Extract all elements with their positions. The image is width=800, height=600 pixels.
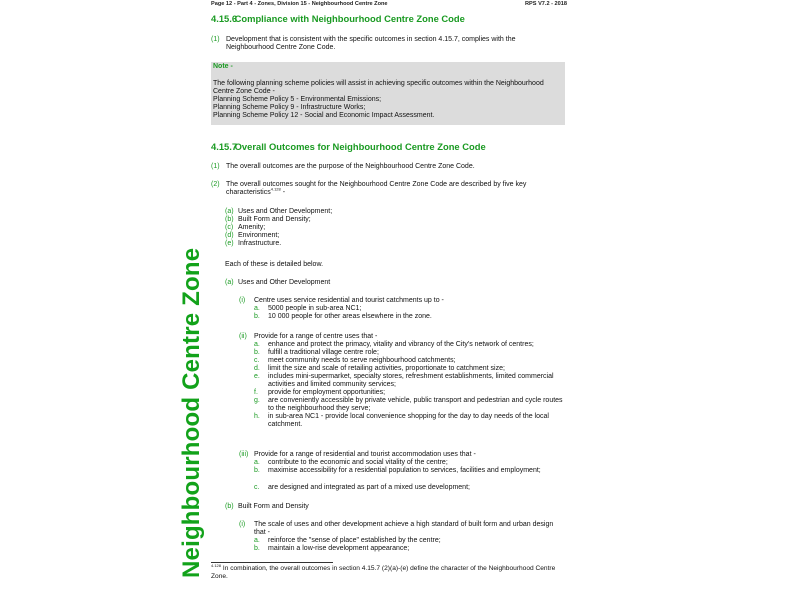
roman-mark: (i) xyxy=(239,521,246,528)
item-text: reinforce the "sense of place" established by the centre; xyxy=(268,537,441,544)
roman-mark: (ii) xyxy=(239,333,247,340)
item-text: meet community needs to serve neighbourhood catchments; xyxy=(268,357,456,364)
section-heading-4-15-7 xyxy=(211,143,486,151)
footnote-number: 4.128 xyxy=(211,562,222,568)
note-text xyxy=(213,80,563,120)
sub-mark: (b) xyxy=(225,503,234,510)
header-left: Page 12 - Part 4 - Zones, Division 15 - Neighbourhood Centre Zone xyxy=(211,1,388,7)
section-title: Compliance with Neighbourhood Centre Zone Code xyxy=(234,13,465,24)
sub-title: Built Form and Density xyxy=(238,503,309,510)
sub-mark: (a) xyxy=(225,279,234,286)
item-text: contribute to the economic and social vitality of the centre; xyxy=(268,459,448,466)
item-mark: c. xyxy=(254,484,260,491)
roman-mark: (i) xyxy=(239,297,246,304)
section-number: 4.15.7 xyxy=(211,141,238,152)
list-item: Amenity; xyxy=(238,224,266,231)
item-mark: f. xyxy=(254,389,258,396)
roman-text: The scale of uses and other development achieve a high standard of built form and urban design that - xyxy=(254,521,554,537)
item-mark: b. xyxy=(254,313,260,320)
list-mark: (b) xyxy=(225,216,234,223)
note-line: Planning Scheme Policy 5 - Environmental Emissions; xyxy=(213,96,382,104)
list-mark: (e) xyxy=(225,240,234,247)
item-mark: a. xyxy=(254,341,260,348)
item-text: maintain a low-rise development appearance; xyxy=(268,545,410,552)
section-heading-4-15-6 xyxy=(211,15,465,23)
page-header xyxy=(211,1,567,7)
note-box xyxy=(211,62,565,125)
roman-text: Centre uses service residential and tourist catchments up to - xyxy=(254,297,444,304)
section-number: 4.15.6 xyxy=(211,13,238,24)
item-text: are designed and integrated as part of a mixed use development; xyxy=(268,484,470,491)
item-mark: a. xyxy=(254,305,260,312)
item-text: are conveniently accessible by private vehicle, public transport and pedestrian and cycle routes to the neighbourhood they serve; xyxy=(268,397,563,413)
roman-text: Provide for a range of centre uses that - xyxy=(254,333,378,340)
note-line: Planning Scheme Policy 9 - Infrastructure Works; xyxy=(213,104,366,112)
side-title: Neighbourhood Centre Zone xyxy=(178,247,205,578)
para-body: The overall outcomes sought for the Neighbourhood Centre Zone Code are described by five key characteristics xyxy=(226,181,527,197)
item-text: 10 000 people for other areas elsewhere in the zone. xyxy=(268,313,432,320)
note-label: Note - xyxy=(213,63,233,70)
item-mark: c. xyxy=(254,357,260,364)
list-item: Uses and Other Development; xyxy=(238,208,333,215)
list-mark: (a) xyxy=(225,208,234,215)
item-mark: g. xyxy=(254,397,260,404)
para-text: Development that is consistent with the specific outcomes in section 4.15.7, complies with the Neighbourhood Centre Zone Code. xyxy=(226,36,516,52)
item-text: enhance and protect the primacy, vitality and vibrancy of the City's network of centres; xyxy=(268,341,534,348)
item-text: fulfill a traditional village centre role; xyxy=(268,349,379,356)
item-mark: h. xyxy=(254,413,260,420)
para-mark: (1) xyxy=(211,163,220,170)
item-mark: b. xyxy=(254,467,260,474)
note-intro: The following planning scheme policies will assist in achieving specific outcomes within the Neighbourhood Centre Zone Code - xyxy=(213,80,544,96)
item-text: 5000 people in sub-area NC1; xyxy=(268,305,362,312)
roman-mark: (iii) xyxy=(239,451,249,458)
sub-title: Uses and Other Development xyxy=(238,279,331,286)
list-item: Built Form and Density; xyxy=(238,216,311,223)
item-text: maximise accessibility for a residential population to services, facilities and employment; xyxy=(268,467,541,474)
list-item: Infrastructure. xyxy=(238,240,282,247)
item-mark: b. xyxy=(254,349,260,356)
footnote-ref: 4.128 xyxy=(270,186,281,192)
item-text: provide for employment opportunities; xyxy=(268,389,386,396)
footnote xyxy=(211,562,567,581)
item-text: in sub-area NC1 - provide local convenience shopping for the day to day needs of the local catchment. xyxy=(268,413,549,429)
item-mark: a. xyxy=(254,459,260,466)
footnote-rule xyxy=(211,562,333,563)
list-mark: (c) xyxy=(225,224,234,231)
header-right: RPS V7.2 - 2018 xyxy=(525,1,567,7)
footnote-text: In combination, the overall outcomes in section 4.15.7 (2)(a)-(e) define the character of the Neighbourhood Centre Zone. xyxy=(211,565,556,580)
roman-text: Provide for a range of residential and tourist accommodation uses that - xyxy=(254,451,476,458)
item-mark: d. xyxy=(254,365,260,372)
detailed-text: Each of these is detailed below. xyxy=(225,261,324,268)
item-text: includes mini-supermarket, specialty stores, refreshment establishments, limited commercial activities and limited community services; xyxy=(268,373,554,389)
item-mark: a. xyxy=(254,537,260,544)
para-text: The overall outcomes are the purpose of the Neighbourhood Centre Zone Code. xyxy=(226,163,475,170)
note-line: Planning Scheme Policy 12 - Social and Economic Impact Assessment. xyxy=(213,112,435,120)
para-mark: (2) xyxy=(211,181,220,188)
para-text xyxy=(226,181,561,197)
list-item: Environment; xyxy=(238,232,280,239)
item-mark: e. xyxy=(254,373,260,380)
para-mark: (1) xyxy=(211,36,220,43)
para-end: - xyxy=(280,189,286,197)
section-title: Overall Outcomes for Neighbourhood Centre Zone Code xyxy=(234,141,486,152)
list-mark: (d) xyxy=(225,232,234,239)
item-text: limit the size and scale of retailing activities, proportionate to catchment size; xyxy=(268,365,505,372)
item-mark: b. xyxy=(254,545,260,552)
